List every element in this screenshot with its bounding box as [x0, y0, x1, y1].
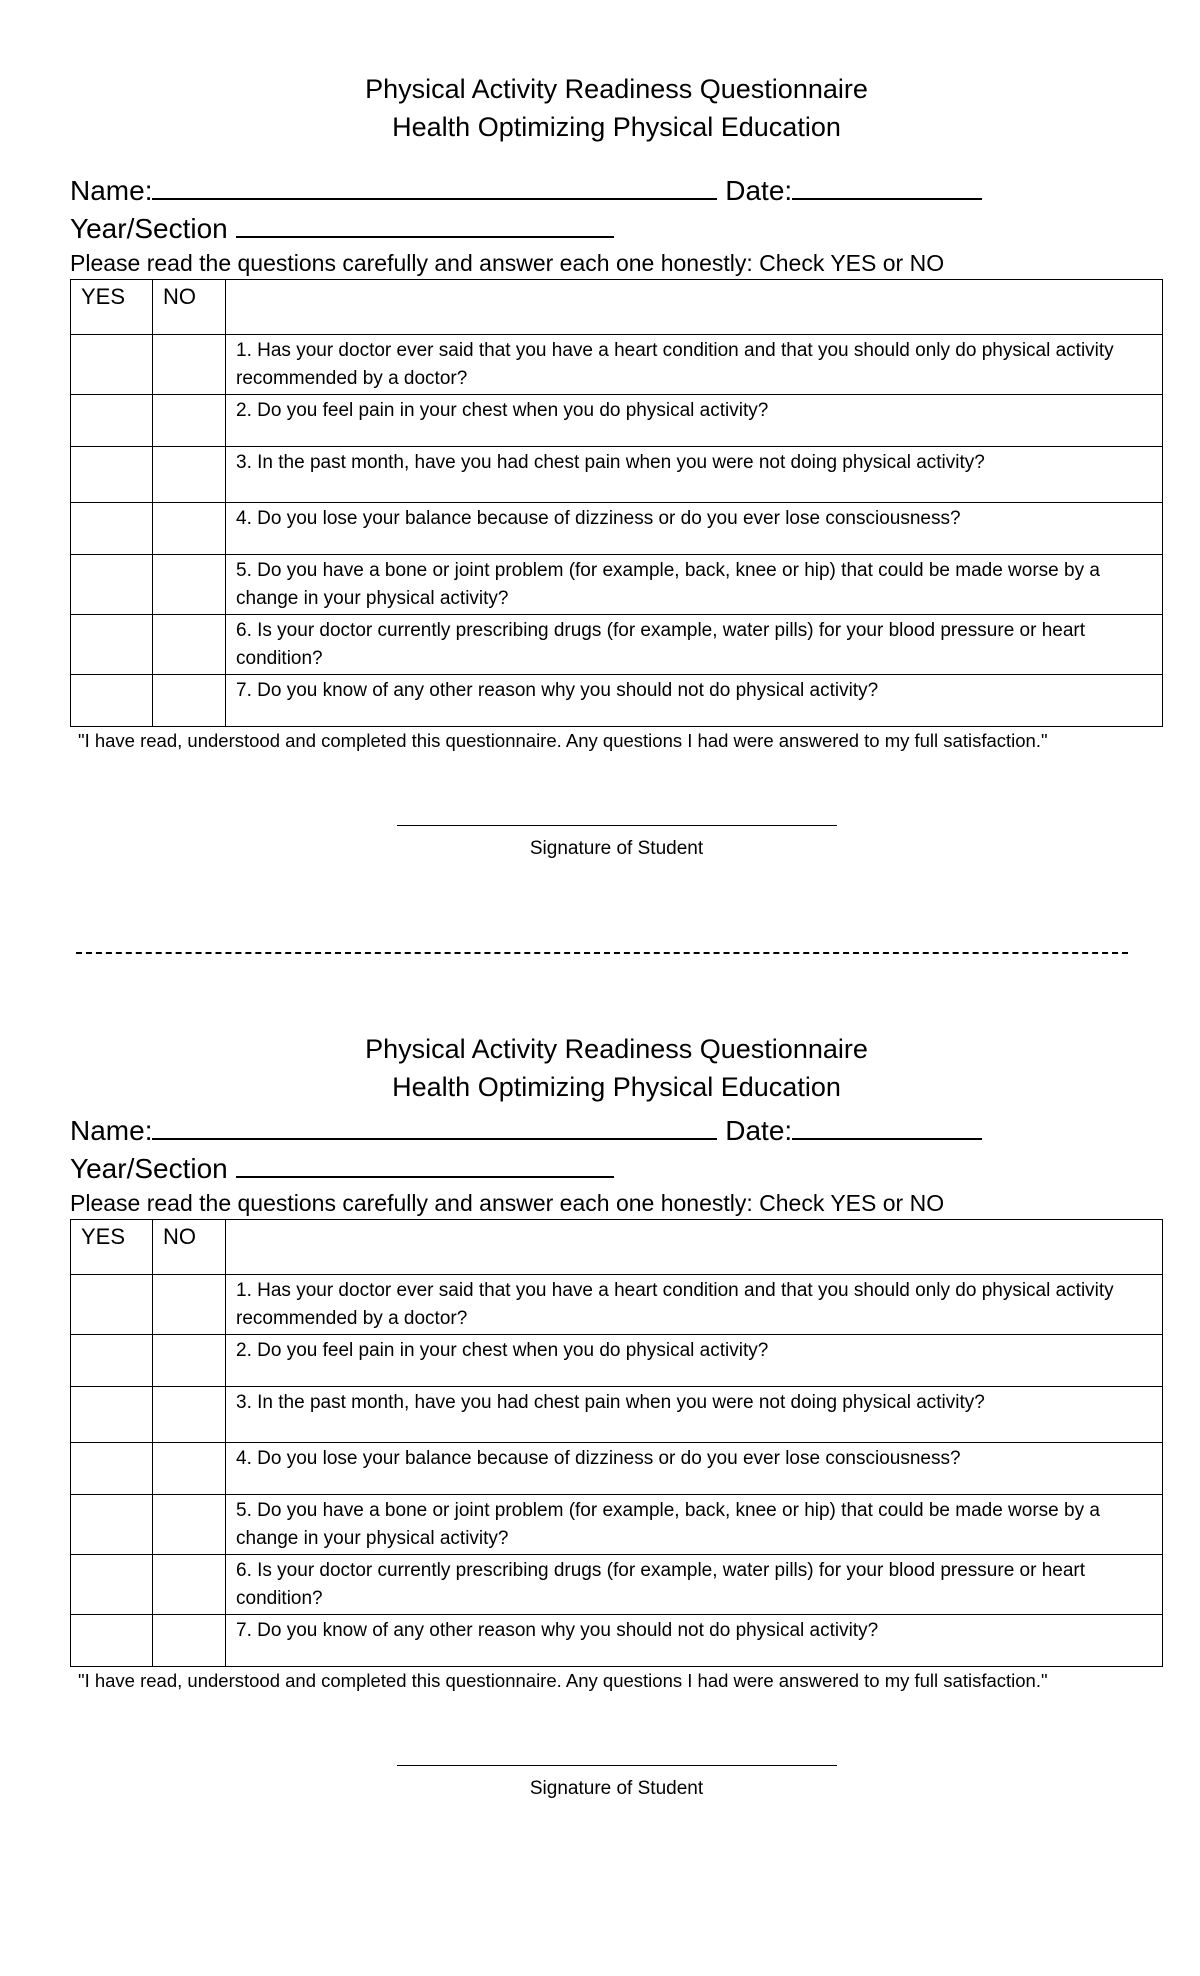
form-title: Physical Activity Readiness Questionnaire	[365, 74, 868, 104]
signature-line[interactable]	[397, 1764, 837, 1766]
table-row	[71, 1387, 1163, 1443]
yes-checkbox-cell-q3[interactable]	[71, 447, 153, 503]
question-text-q6: 6. Is your doctor currently prescribing drugs (for example, water pills) for your blood pressure or heart condition?	[226, 615, 1163, 675]
table-row	[71, 1495, 1163, 1555]
questions-table	[70, 279, 1163, 727]
questionnaire-form-1	[70, 70, 1163, 860]
instructions: Please read the questions carefully and answer each one honestly: Check YES or NO	[70, 250, 945, 276]
table-header-row	[71, 280, 1163, 335]
no-checkbox-cell-q4[interactable]	[153, 503, 226, 555]
date-label: Date:	[725, 175, 793, 206]
question-text-q7: 7. Do you know of any other reason why you should not do physical activity?	[226, 675, 1163, 727]
yes-checkbox-cell-q3[interactable]	[71, 1387, 153, 1443]
yes-checkbox-cell-q2[interactable]	[71, 1335, 153, 1387]
table-row	[71, 1555, 1163, 1615]
yes-checkbox-cell-q7[interactable]	[71, 675, 153, 727]
date-field[interactable]	[792, 1112, 982, 1140]
question-text-q2: 2. Do you feel pain in your chest when you do physical activity?	[226, 395, 1163, 447]
table-row	[71, 335, 1163, 395]
year-section-label: Year/Section	[70, 213, 228, 244]
question-text-q5: 5. Do you have a bone or joint problem (for example, back, knee or hip) that could be made worse by a change in your physical activity?	[226, 1495, 1163, 1555]
yes-checkbox-cell-q7[interactable]	[71, 1615, 153, 1667]
question-text-q3: 3. In the past month, have you had chest pain when you were not doing physical activity?	[226, 1387, 1163, 1443]
no-column-header: NO	[153, 280, 226, 335]
no-checkbox-cell-q2[interactable]	[153, 1335, 226, 1387]
no-checkbox-cell-q6[interactable]	[153, 1555, 226, 1615]
question-text-q1: 1. Has your doctor ever said that you have a heart condition and that you should only do physical activity recommended by a doctor?	[226, 1275, 1163, 1335]
cut-line-divider	[76, 952, 1128, 954]
signature-block	[70, 1750, 1163, 1800]
no-checkbox-cell-q3[interactable]	[153, 1387, 226, 1443]
no-checkbox-cell-q2[interactable]	[153, 395, 226, 447]
question-text-q4: 4. Do you lose your balance because of dizziness or do you ever lose consciousness?	[226, 503, 1163, 555]
student-fields	[70, 1112, 1163, 1188]
yes-checkbox-cell-q2[interactable]	[71, 395, 153, 447]
signature-label: Signature of Student	[529, 838, 704, 859]
questions-table	[70, 1219, 1163, 1667]
date-label: Date:	[725, 1115, 793, 1146]
instructions: Please read the questions carefully and answer each one honestly: Check YES or NO	[70, 1190, 945, 1216]
table-row	[71, 675, 1163, 727]
name-field[interactable]	[152, 1112, 717, 1140]
completion-statement: "I have read, understood and completed this questionnaire. Any questions I had were answered to my full satisfaction."	[78, 730, 1048, 751]
yes-checkbox-cell-q6[interactable]	[71, 615, 153, 675]
form-title: Physical Activity Readiness Questionnaire	[365, 1034, 868, 1064]
no-checkbox-cell-q6[interactable]	[153, 615, 226, 675]
question-text-q7: 7. Do you know of any other reason why you should not do physical activity?	[226, 1615, 1163, 1667]
yes-column-header: YES	[71, 280, 153, 335]
yes-checkbox-cell-q4[interactable]	[71, 503, 153, 555]
table-row	[71, 1615, 1163, 1667]
no-checkbox-cell-q5[interactable]	[153, 555, 226, 615]
table-row	[71, 447, 1163, 503]
no-checkbox-cell-q4[interactable]	[153, 1443, 226, 1495]
table-row	[71, 1443, 1163, 1495]
no-checkbox-cell-q7[interactable]	[153, 675, 226, 727]
table-row	[71, 1335, 1163, 1387]
table-row	[71, 615, 1163, 675]
question-text-q1: 1. Has your doctor ever said that you have a heart condition and that you should only do physical activity recommended by a doctor?	[226, 335, 1163, 395]
no-checkbox-cell-q7[interactable]	[153, 1615, 226, 1667]
table-header-row	[71, 1220, 1163, 1275]
no-checkbox-cell-q1[interactable]	[153, 1275, 226, 1335]
question-text-q3: 3. In the past month, have you had chest pain when you were not doing physical activity?	[226, 447, 1163, 503]
signature-block	[70, 810, 1163, 860]
yes-checkbox-cell-q5[interactable]	[71, 555, 153, 615]
question-text-q2: 2. Do you feel pain in your chest when you do physical activity?	[226, 1335, 1163, 1387]
no-checkbox-cell-q5[interactable]	[153, 1495, 226, 1555]
table-row	[71, 1275, 1163, 1335]
table-row	[71, 555, 1163, 615]
name-field[interactable]	[152, 172, 717, 200]
questionnaire-form-2	[70, 1030, 1163, 1800]
no-checkbox-cell-q1[interactable]	[153, 335, 226, 395]
yes-column-header: YES	[71, 1220, 153, 1275]
table-row	[71, 503, 1163, 555]
student-fields	[70, 172, 1163, 248]
table-row	[71, 395, 1163, 447]
signature-line[interactable]	[397, 824, 837, 826]
yes-checkbox-cell-q1[interactable]	[71, 1275, 153, 1335]
no-checkbox-cell-q3[interactable]	[153, 447, 226, 503]
year-section-field[interactable]	[236, 1150, 614, 1178]
signature-label: Signature of Student	[529, 1778, 704, 1799]
name-label: Name:	[70, 175, 153, 206]
no-column-header: NO	[153, 1220, 226, 1275]
yes-checkbox-cell-q6[interactable]	[71, 1555, 153, 1615]
question-column-header	[226, 280, 1163, 335]
question-text-q6: 6. Is your doctor currently prescribing drugs (for example, water pills) for your blood pressure or heart condition?	[226, 1555, 1163, 1615]
completion-statement: "I have read, understood and completed this questionnaire. Any questions I had were answered to my full satisfaction."	[78, 1670, 1048, 1691]
year-section-field[interactable]	[236, 210, 614, 238]
yes-checkbox-cell-q1[interactable]	[71, 335, 153, 395]
year-section-label: Year/Section	[70, 1153, 228, 1184]
form-subtitle: Health Optimizing Physical Education	[392, 1072, 841, 1102]
question-column-header	[226, 1220, 1163, 1275]
date-field[interactable]	[792, 172, 982, 200]
name-label: Name:	[70, 1115, 153, 1146]
question-text-q5: 5. Do you have a bone or joint problem (for example, back, knee or hip) that could be made worse by a change in your physical activity?	[226, 555, 1163, 615]
question-text-q4: 4. Do you lose your balance because of dizziness or do you ever lose consciousness?	[226, 1443, 1163, 1495]
form-subtitle: Health Optimizing Physical Education	[392, 112, 841, 142]
yes-checkbox-cell-q5[interactable]	[71, 1495, 153, 1555]
yes-checkbox-cell-q4[interactable]	[71, 1443, 153, 1495]
